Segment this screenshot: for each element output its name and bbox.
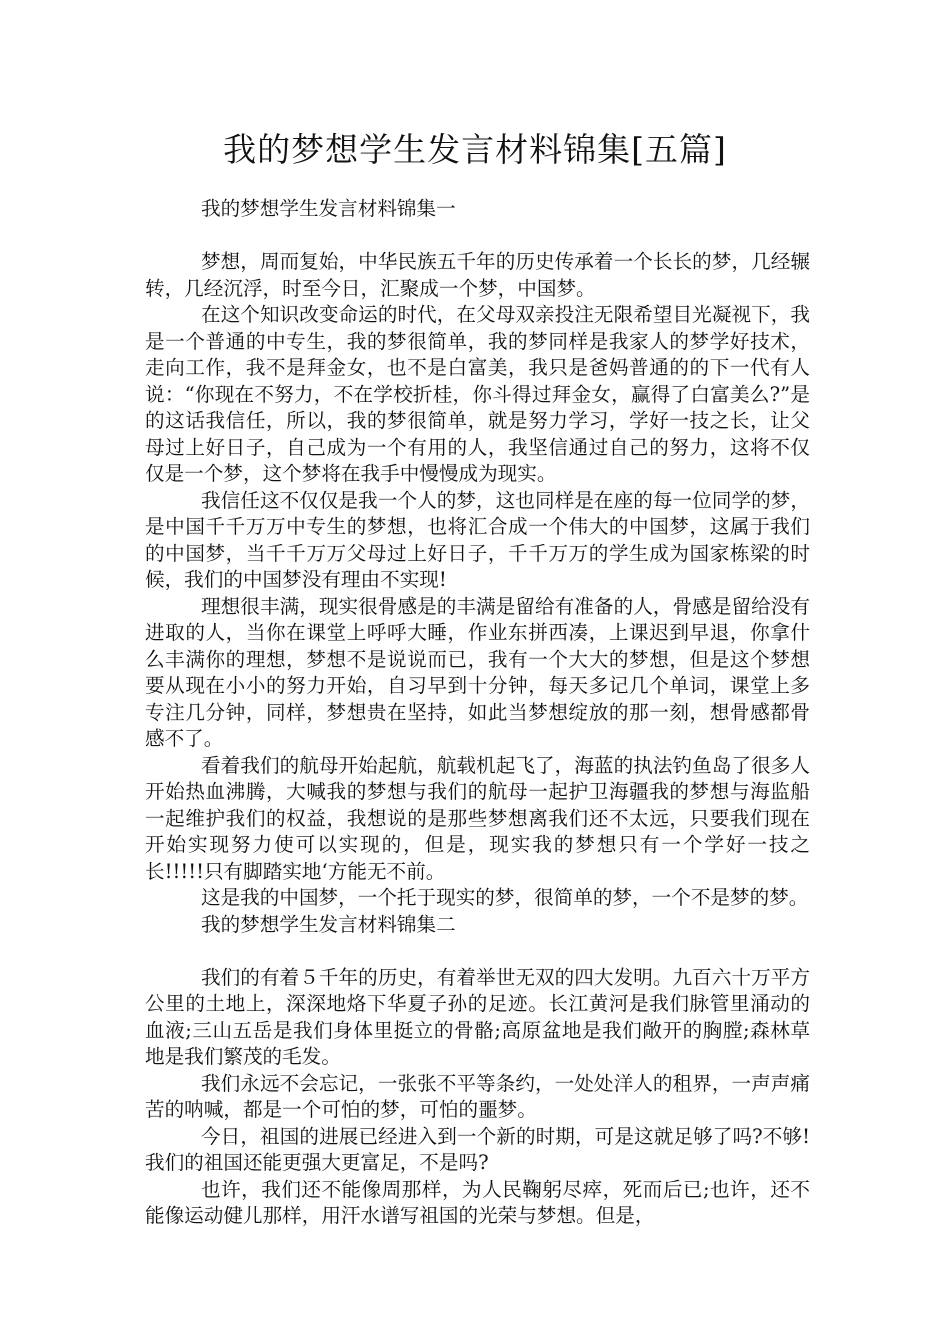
paragraph: 梦想，周而复始，中华民族五千年的历史传承着一个长长的梦，几经辗转，几经沉浮，时至今日，汇聚成一个梦，中国梦。: [145, 250, 810, 300]
document-title: 我的梦想学生发言材料锦集[五篇]: [223, 130, 727, 169]
blank-line: [145, 938, 810, 965]
section-heading-2: 我的梦想学生发言材料锦集二: [201, 912, 456, 936]
paragraph: 我们永远不会忘记，一张张不平等条约，一处处洋人的租界，一声声痛苦的呐喊，都是一个可怕的梦，可怕的噩梦。: [145, 1071, 810, 1121]
paragraph: 我们的有着５千年的历史，有着举世无双的四大发明。九百六十万平方公里的土地上，深深地烙下华夏子孙的足迹。长江黄河是我们脉管里涌动的血液;三山五岳是我们身体里挺立的骨骼;高原盆地是我们敞开的胸膛;森林草地是我们繁茂的毛发。: [145, 965, 810, 1068]
section-heading-1: 我的梦想学生发言材料锦集一: [201, 197, 456, 220]
document-body: [145, 196, 810, 1230]
paragraph: 这是我的中国梦，一个托于现实的梦，很简单的梦，一个不是梦的梦。: [201, 886, 809, 909]
paragraph: 我信任这不仅仅是我一个人的梦，这也同样是在座的每一位同学的梦，是中国千千万万中专生的梦想，也将汇合成一个伟大的中国梦，这属于我们的中国梦，当千千万万父母过上好日子，千千万万的学生成为国家栋梁的时候，我们的中国梦没有理由不实现!: [145, 488, 810, 591]
paragraph: 看着我们的航母开始起航，航载机起飞了，海蓝的执法钓鱼岛了很多人开始热血沸腾，大喊我的梦想与我们的航母一起护卫海疆我的梦想与海监船一起维护我们的权益，我想说的是那些梦想离我们还不太远，只要我们现在开始实现努力使可以实现的，但是，现实我的梦想只有一个学好一技之长!!!!!只有脚踏实地‘方能无不前。: [145, 753, 810, 883]
paragraph: 在这个知识改变命运的时代，在父母双亲投注无限希望目光凝视下，我是一个普通的中专生，我的梦很简单，我的梦同样是我家人的梦学好技术，走向工作，我不是拜金女，也不是白富美，我只是爸妈普通的的下一代有人说：“你现在不努力，不在学校折桂，你斗得过拜金女，赢得了白富美么?”是的这话我信任，所以，我的梦很简单，就是努力学习，学好一技之长，让父母过上好日子，自己成为一个有用的人，我坚信通过自己的努力，这将不仅仅是一个梦，这个梦将在我手中慢慢成为现实。: [145, 303, 810, 485]
paragraph: 理想很丰满，现实很骨感是的丰满是留给有准备的人，骨感是留给没有进取的人，当你在课堂上呼呼大睡，作业东拼西凑，上课迟到早退，你拿什么丰满你的理想，梦想不是说说而已，我有一个大大的梦想，但是这个梦想要从现在小小的努力开始，自习早到十分钟，每天多记几个单词，课堂上多专注几分钟，同样，梦想贵在坚持，如此当梦想绽放的那一刻，想骨感都骨感不了。: [145, 594, 810, 750]
blank-line: [145, 223, 810, 250]
paragraph: 今日，祖国的进展已经进入到一个新的时期，可是这就足够了吗?不够!我们的祖国还能更强大更富足，不是吗?: [145, 1124, 810, 1174]
paragraph: 也许，我们还不能像周那样，为人民鞠躬尽瘁，死而后已;也许，还不能像运动健儿那样，用汗水谱写祖国的光荣与梦想。但是，: [145, 1177, 810, 1227]
